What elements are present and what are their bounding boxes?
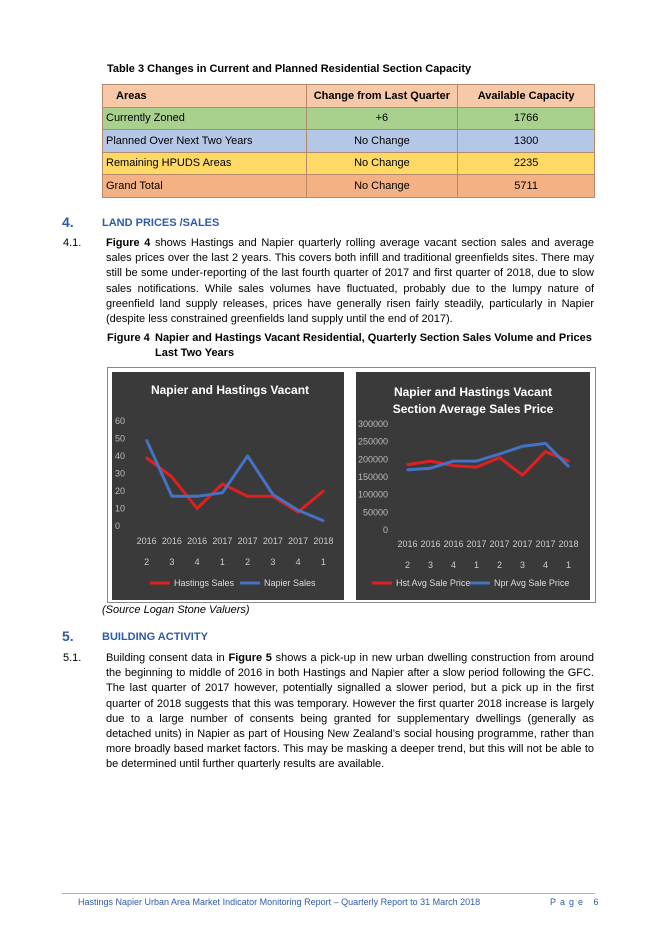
y-tick-label: 50 [115,433,126,444]
page-number: Page 6 [550,897,603,907]
data-point [429,467,431,469]
para-4-1-text: shows Hastings and Napier quarterly rolling average vacant section sales and average sales prices over the last 2 years. This covers both infill and traditional greenfields sites. There may still be some under-reporting of the last fourth quarter of 2017 and first quarter of 2018, due to slow sales notifications. While sales volumes have fluctuated, probably due to the lumpy nature of greenfield land supply releases, prices have generally risen fairly steadily, particularly in Napier (despite less constrained greenfields land supply until the end of 2017). [106,237,594,326]
data-point [221,492,223,494]
x-tick-year: 2016 [420,539,441,549]
data-point [406,463,408,465]
data-point [544,442,546,444]
x-tick-year: 2016 [161,536,182,546]
section-5-title: BUILDING ACTIVITY [102,631,208,643]
x-tick-quarter: 4 [542,560,549,570]
para-4-1 [106,236,594,327]
header-capacity: Available Capacity [458,85,595,108]
data-point [145,439,147,441]
footer-divider [62,893,595,894]
data-point [171,476,173,478]
y-tick-label: 40 [115,451,126,461]
data-point [322,520,324,522]
cell-area: Planned Over Next Two Years [103,130,307,153]
y-tick-label: 30 [115,468,126,479]
para-5-1-number: 5.1. [63,652,82,664]
chart-title: Napier and Hastings Vacant [150,383,310,397]
cell-change: No Change [306,152,458,175]
section-4-number: 4. [62,214,74,230]
para-5-1-text: shows a pick-up in new urban dwelling construction from around the beginning to middle of 2016 in both Hastings and Napier after a slow period following the GFC. The last quarter of 2017 however, potentially signalled a slower period, but a pick up in the first quarter of 2018 suggests that this was temporary. However the first quarter 2018 increase is largely due to a large number of consents being granted for supplementary dwellings (generally as detached units) in Napier as part of Housing New Zealand’s social housing programme, rather than more broadly based market factors. This may be masking a deeper trend, but this will not be able to be determined until further quarterly results are available. [106,652,594,771]
cell-capacity: 1300 [458,130,595,153]
x-tick-quarter: 3 [270,557,276,567]
x-tick-year: 2017 [262,536,283,546]
x-tick-year: 2017 [212,536,233,546]
chart-title: Napier and Hastings Vacant Section Average Sales Price [392,385,554,416]
data-point [196,507,198,509]
data-point [521,445,523,447]
para-4-1-number: 4.1. [63,237,82,249]
para-5-1-pre: Building consent data in [106,652,229,664]
y-tick-label: 0 [382,525,388,535]
cell-area: Remaining HPUDS Areas [103,152,307,175]
x-tick-year: 2018 [313,536,334,546]
x-tick-quarter: 4 [194,557,200,567]
x-tick-quarter: 1 [565,560,572,570]
x-tick-year: 2017 [489,539,510,549]
y-tick-label: 50000 [362,507,388,518]
data-point [452,460,454,462]
data-point [246,455,248,457]
cell-area: Grand Total [103,175,307,198]
x-tick-year: 2016 [443,539,464,549]
cell-change: +6 [306,107,458,130]
figure-ref: Figure 5 [228,652,272,664]
cell-area: Currently Zoned [103,107,307,130]
table-row [103,175,595,198]
y-tick-label: 10 [115,503,126,514]
data-point [297,509,299,511]
x-tick-year: 2017 [535,539,556,549]
data-point [567,465,569,467]
data-point [544,450,546,452]
x-tick-year: 2016 [187,536,208,546]
table-row [103,152,595,175]
legend-label: Hastings Sales [174,578,235,588]
table-row [103,107,595,130]
data-point [521,474,523,476]
x-tick-year: 2017 [466,539,487,549]
header-change: Change from Last Quarter [306,85,458,108]
data-point [246,495,248,497]
data-point [272,493,274,495]
x-tick-year: 2017 [237,536,258,546]
x-tick-year: 2018 [558,539,579,549]
data-point [498,453,500,455]
data-point [196,495,198,497]
x-tick-quarter: 4 [295,557,301,567]
chart-svg [356,372,590,600]
x-tick-year: 2017 [288,536,309,546]
sales-price-chart [356,372,590,600]
x-tick-year: 2016 [397,539,418,549]
section-5-number: 5. [62,628,74,644]
y-tick-label: 20 [115,486,126,496]
series-line-blue [408,443,569,470]
data-point [406,469,408,471]
x-tick-quarter: 1 [219,557,225,567]
y-tick-label: 150000 [357,472,388,482]
data-point [429,460,431,462]
section-4-title: LAND PRICES /SALES [102,217,220,229]
figure-source: (Source Logan Stone Valuers) [102,604,250,616]
x-tick-year: 2016 [136,536,157,546]
y-tick-label: 250000 [357,436,388,447]
data-point [145,457,147,459]
header-areas: Areas [103,85,307,108]
x-tick-quarter: 3 [427,560,434,570]
figure-frame [107,367,596,603]
cell-capacity: 5711 [458,175,595,198]
series-line-red [408,452,569,476]
cell-change: No Change [306,130,458,153]
x-tick-quarter: 4 [450,560,457,570]
data-point [221,483,223,485]
x-tick-quarter: 1 [473,560,480,570]
legend-label: Npr Avg Sale Price [494,578,570,588]
y-tick-label: 300000 [357,419,388,429]
data-point [498,456,500,458]
series-line-red [147,458,324,512]
legend-label: Hst Avg Sale Price [396,578,471,588]
chart-svg [112,372,344,600]
x-tick-quarter: 3 [519,560,526,570]
cell-capacity: 1766 [458,107,595,130]
table-row [103,130,595,153]
x-tick-quarter: 2 [404,560,411,570]
cell-change: No Change [306,175,458,198]
data-point [475,460,477,462]
sales-volume-chart [112,372,344,600]
figure-label: Figure 4 [107,332,150,344]
figure-ref: Figure 4 [106,237,151,249]
y-tick-label: 60 [115,416,126,426]
x-tick-quarter: 2 [496,560,503,570]
para-5-1 [106,651,594,773]
x-tick-quarter: 1 [320,557,326,567]
data-point [567,460,569,462]
footer-text: Hastings Napier Urban Area Market Indicator Monitoring Report – Quarterly Report to 31 March 2018 [78,897,481,907]
cell-capacity: 2235 [458,152,595,175]
x-tick-quarter: 2 [245,557,251,567]
data-point [475,466,477,468]
y-tick-label: 100000 [357,489,388,500]
data-point [171,495,173,497]
table-caption: Table 3 Changes in Current and Planned Residential Section Capacity [107,63,472,75]
y-tick-label: 200000 [357,454,388,465]
data-point [452,464,454,466]
x-tick-quarter: 2 [144,557,150,567]
legend-label: Napier Sales [264,578,316,588]
data-point [322,490,324,492]
table-header-row [103,85,595,108]
figure-title: Napier and Hastings Vacant Residential, Quarterly Section Sales Volume and Prices Last Two Years [155,332,592,359]
y-tick-label: 0 [115,521,121,531]
x-tick-year: 2017 [512,539,533,549]
capacity-table [102,84,595,198]
x-tick-quarter: 3 [169,557,175,567]
